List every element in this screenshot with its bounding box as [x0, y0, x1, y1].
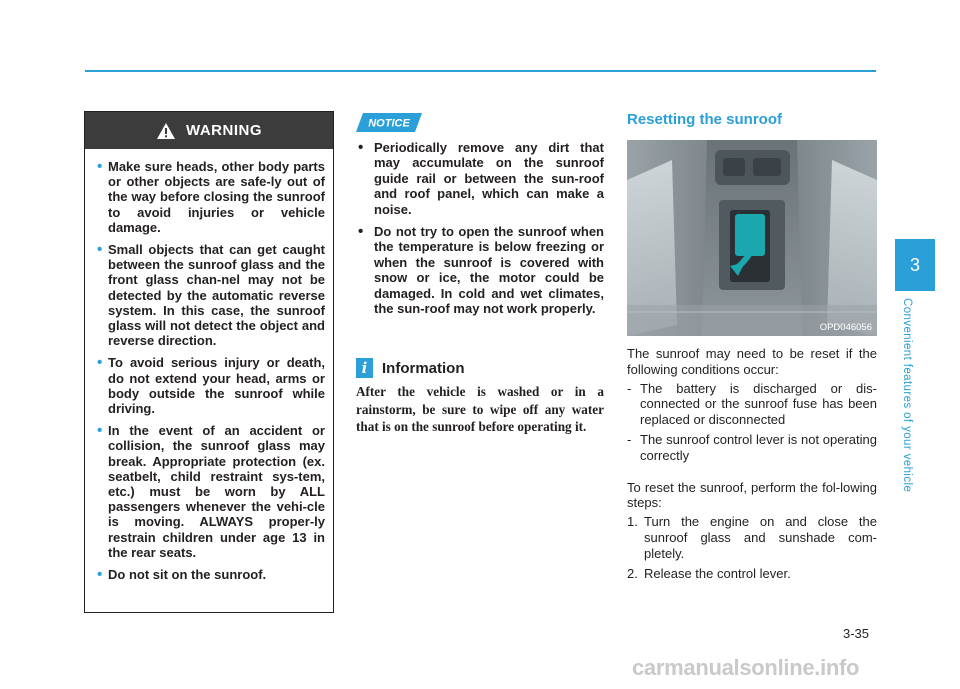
page-number: 3-35 [843, 626, 870, 641]
step-text: Release the control lever. [644, 565, 791, 581]
warning-item: • In the event of an accident or collision, the sunroof glass may break. Appropriate protection (ex. seatbelt, child restraint sys-tem, etc.) must be worn by ALL passengers whenever the vehi-cle is moving. ALWAYS proper-ly restrain children under age 13 in the rear seats. [97, 423, 325, 560]
step-item [627, 566, 877, 582]
warning-header [85, 112, 333, 149]
notice-label: NOTICE [368, 117, 410, 130]
condition-item [627, 432, 877, 464]
step-number: 2. [627, 565, 638, 581]
notice-item: • Do not try to open the sunroof when the temperature is below freezing or when the sunroof is covered with snow or ice, the motor could be damaged. In cold and wet climates, the sun-roof may not work properly. [356, 224, 604, 316]
information-title: Information [382, 359, 465, 377]
notice-badge [356, 113, 422, 132]
sunroof-control-illustration [627, 140, 877, 336]
warning-title: WARNING [186, 122, 262, 139]
step-number: 1. [627, 514, 638, 530]
notice-item: • Periodically remove any dirt that may accumulate on the sunroof guide rail or between the sun-roof and roof panel, which can make a noise. [356, 140, 604, 217]
warning-triangle-icon [156, 122, 176, 140]
sunroof-control-photo [627, 140, 877, 336]
information-heading [356, 358, 465, 378]
condition-text: The sunroof control lever is not operating correctly [640, 431, 877, 463]
information-icon: i [356, 358, 373, 378]
warning-item: • Do not sit on the sunroof. [97, 567, 325, 582]
reset-instructions [627, 346, 877, 585]
notice-list [356, 140, 604, 323]
image-code: OPD046056 [819, 322, 872, 333]
chapter-title: Convenient features of your vehicle [901, 298, 913, 493]
step-item [627, 514, 877, 561]
condition-item [627, 381, 877, 428]
warning-list [85, 149, 333, 582]
information-text: After the vehicle is washed or in a rainstorm, be sure to wipe off any water that is on the sunroof before operating it. [356, 384, 604, 435]
warning-item: • Make sure heads, other body parts or other objects are safe-ly out of the way before closing the sunroof to avoid injuries or vehicle damage. [97, 159, 325, 235]
steps-intro: To reset the sunroof, perform the fol-lowing steps: [627, 479, 877, 511]
reset-intro: The sunroof may need to be reset if the following conditions occur: [627, 346, 877, 377]
top-rule [85, 70, 876, 72]
dash-marker: - [627, 380, 632, 396]
step-text: Turn the engine on and close the sunroof glass and sunshade com-pletely. [644, 514, 877, 561]
section-title: Resetting the sunroof [627, 111, 783, 128]
dash-marker: - [627, 431, 632, 447]
chapter-tab: 3 [895, 239, 935, 291]
warning-item: • Small objects that can get caught between the sunroof glass and the front glass chan-nel may not be detected by the automatic reverse system. In this case, the sunroof glass will not detect the object and reverse direction. [97, 242, 325, 348]
condition-text: The battery is discharged or dis-connected or the sunroof fuse has been replaced or disconnected [640, 380, 877, 428]
warning-box [84, 111, 334, 613]
warning-item: • To avoid serious injury or death, do not extend your head, arms or body outside the sunroof while driving. [97, 355, 325, 416]
watermark: carmanualsonline.info [632, 655, 860, 680]
